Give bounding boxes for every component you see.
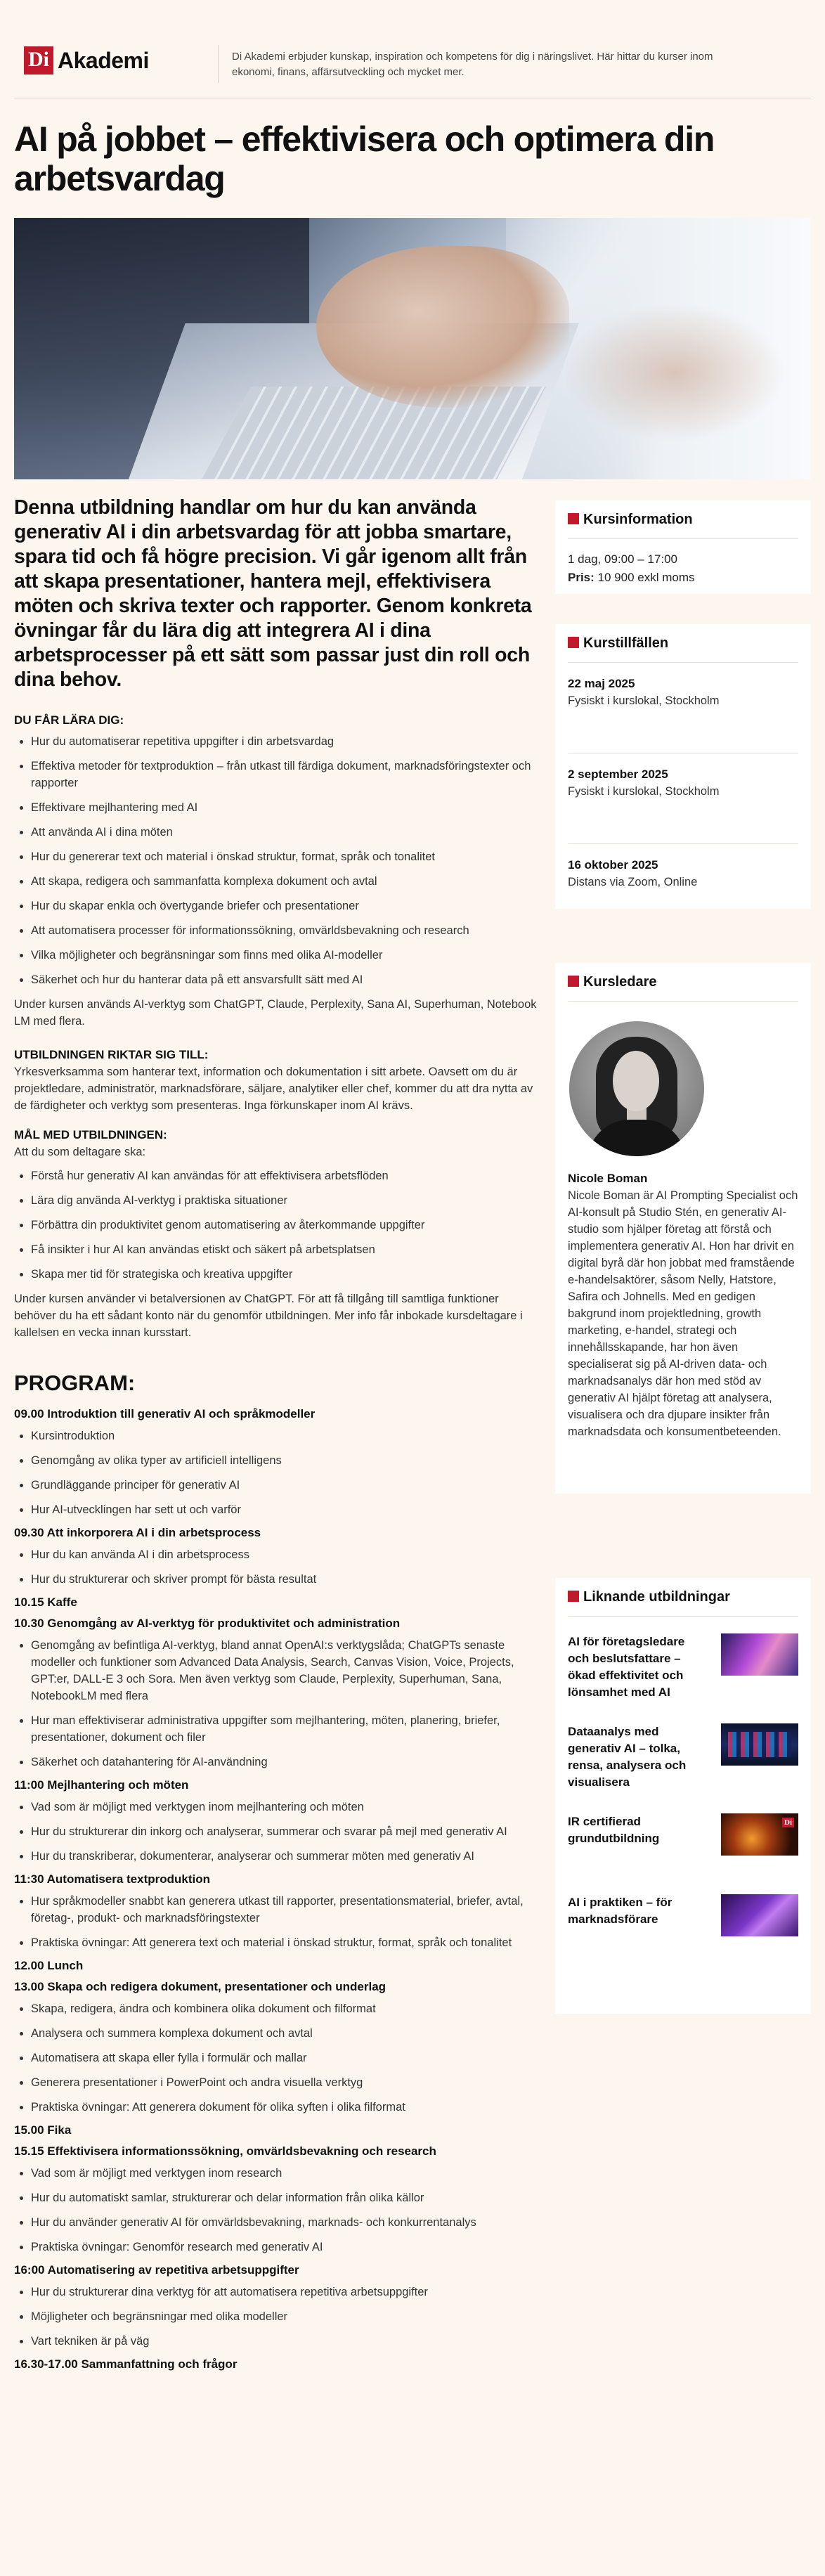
list-item: Vart tekniken är på väg [14, 2333, 541, 2350]
main-content [14, 496, 541, 2378]
list-item: Möjligheter och begränsningar med olika modeller [14, 2308, 541, 2325]
list-item: Att automatisera processer för informationssökning, omvärldsbevakning och research [14, 922, 541, 939]
list-item: Att skapa, redigera och sammanfatta komplexa dokument och avtal [14, 873, 541, 890]
audience-heading: UTBILDNINGEN RIKTAR SIG TILL: [14, 1048, 209, 1061]
program-slot-list [14, 1637, 541, 1771]
related-course-thumbnail [721, 1633, 798, 1676]
list-item: Hur du kan använda AI i din arbetsprocess [14, 1546, 541, 1563]
list-item: Praktiska övningar: Att generera dokument för olika syften i olika filformat [14, 2099, 541, 2116]
list-item: Hur du använder generativ AI för omvärldsbevakning, marknads- och konkurrentanalys [14, 2214, 541, 2231]
course-leader-heading: Kursledare [568, 973, 798, 991]
list-item: Skapa, redigera, ändra och kombinera olika dokument och filformat [14, 2000, 541, 2017]
course-price [568, 569, 798, 587]
list-item: Skapa mer tid för strategiska och kreativa uppgifter [14, 1266, 541, 1283]
learn-heading: DU FÅR LÄRA DIG: [14, 713, 124, 727]
list-item: Hur AI-utvecklingen har sett ut och varför [14, 1501, 541, 1518]
goals-list [14, 1167, 541, 1283]
list-item: Hur du genererar text och material i önskad struktur, format, språk och tonalitet [14, 848, 541, 865]
header-divider [218, 45, 219, 83]
course-date: 16 oktober 2025 [568, 858, 658, 872]
list-item: Hur du automatiserar repetitiva uppgifter i din arbetsvardag [14, 733, 541, 750]
list-item: Hur du skapar enkla och övertygande briefer och presentationer [14, 898, 541, 914]
list-item: Få insikter i hur AI kan användas etiskt och säkert på arbetsplatsen [14, 1241, 541, 1258]
list-item: Vilka möjligheter och begränsningar som finns med olika AI-modeller [14, 947, 541, 964]
program-slot-list [14, 1546, 541, 1588]
audience-paragraph: Yrkesverksamma som hanterar text, information och dokumentation i sitt arbete. Oavsett om du är projektledare, administratör, marknadsförare, säljare, analytiker eller chef, kommer du att dra nytta av de färdigheter och verktyg som presenteras. Inga förkunskaper inom AI krävs. [14, 1066, 533, 1112]
program-slot-title: 09.30 Att inkorporera AI i din arbetsprocess [14, 1526, 261, 1539]
course-dates-heading: Kurstillfällen [568, 634, 798, 652]
list-item: Lära dig använda AI-verktyg i praktiska situationer [14, 1192, 541, 1209]
goals-note: Under kursen använder vi betalversionen av ChatGPT. För att få tillgång till samtliga funktioner behöver du ha ett sådant konto när du genomför utbildningen. Mer info får inbokade kursdeltagare i kallelsen en vecka innan kursstart. [14, 1293, 523, 1339]
program-slot-title: 12.00 Lunch [14, 1959, 84, 1972]
course-schedule: 1 dag, 09:00 – 17:00 [568, 552, 677, 566]
program-slot-title: 11:00 Mejlhantering och möten [14, 1778, 189, 1792]
course-info-card [555, 500, 811, 594]
page-title: AI på jobbet – effektivisera och optimera din arbetsvardag [14, 119, 715, 198]
list-item: Att använda AI i dina möten [14, 824, 541, 841]
program-slot-title: 13.00 Skapa och redigera dokument, presentationer och underlag [14, 1980, 386, 1993]
tools-paragraph: Under kursen används AI-verktyg som ChatGPT, Claude, Perplexity, Sana AI, Superhuman, Notebook LM med flera. [14, 998, 537, 1028]
related-course-link[interactable] [568, 1806, 798, 1887]
related-course-link[interactable] [568, 1716, 798, 1806]
course-info-heading: Kursinformation [568, 510, 798, 529]
avatar [569, 1021, 704, 1156]
program-slot-list [14, 1428, 541, 1518]
price-value: 10 900 exkl moms [597, 571, 695, 584]
list-item: Förbättra din produktivitet genom automatisering av återkommande uppgifter [14, 1217, 541, 1234]
list-item: Effektivare mejlhantering med AI [14, 799, 541, 816]
list-item: Genomgång av olika typer av artificiell intelligens [14, 1452, 541, 1469]
related-heading: Liknande utbildningar [568, 1588, 798, 1606]
list-item: Automatisera att skapa eller fylla i formulär och mallar [14, 2050, 541, 2066]
divider [568, 1616, 798, 1617]
list-item: Kursintroduktion [14, 1428, 541, 1444]
list-item: Generera presentationer i PowerPoint och andra visuella verktyg [14, 2074, 541, 2091]
di-akademi-logo[interactable] [24, 46, 149, 75]
leader-bio: Nicole Boman är AI Prompting Specialist och AI-konsult på Studio Stén, en generativ AI-studio som hjälper företag att förstå och implementera generativ AI. Hon har drivit en digital byrå där hon jobbat med framstående e-handelsaktörer, såsom Nelly, Hatstore, Safira och Johnells. Med en gedigen bakgrund inom projektledning, growth marketing, e-handel, strategi och innehållsskapande, har hon även specialiserat sig på AI-driven data- och marknadsanalys där hon med stöd av generativ AI hjälpt företag att analysera, visualisera och dra djupare insikter från marknadsdata och konsumentbeteenden. [568, 1189, 798, 1438]
related-course-title: AI i praktiken – för marknadsförare [568, 1896, 673, 1926]
related-course-title: IR certifierad grundutbildning [568, 1815, 660, 1845]
list-item: Vad som är möjligt med verktygen inom research [14, 2165, 541, 2182]
hero-image [14, 218, 811, 479]
related-courses-card [555, 1578, 811, 2014]
list-item: Hur du strukturerar och skriver prompt för bästa resultat [14, 1571, 541, 1588]
program-slot-list [14, 2284, 541, 2350]
header-description: Di Akademi erbjuder kunskap, inspiration och kompetens för dig i näringslivet. Här hittar du kurser inom ekonomi, finans, affärsutveckling och mycket mer. [232, 51, 713, 78]
program-heading: PROGRAM: [14, 1371, 136, 1395]
program-schedule [14, 1407, 541, 2371]
list-item: Praktiska övningar: Att generera text och material i önskad struktur, format, språk och tonalitet [14, 1934, 541, 1951]
course-location: Distans via Zoom, Online [568, 876, 698, 888]
learn-list [14, 733, 541, 988]
program-slot-title: 15.00 Fika [14, 2123, 72, 2137]
program-slot-title: 16:00 Automatisering av repetitiva arbetsuppgifter [14, 2263, 299, 2277]
list-item: Hur språkmodeller snabbt kan generera utkast till rapporter, presentationsmaterial, briefer, avtal, företag-, produkt- och marknadsföringstexter [14, 1893, 541, 1927]
list-item: Säkerhet och datahantering för AI-användning [14, 1754, 541, 1771]
program-slot-list [14, 1893, 541, 1951]
course-dates-card [555, 624, 811, 909]
program-slot-title: 10.15 Kaffe [14, 1596, 77, 1609]
logo-wordmark: Akademi [58, 47, 149, 73]
related-course-link[interactable] [568, 1626, 798, 1716]
program-slot-list [14, 2000, 541, 2116]
list-item: Säkerhet och hur du hanterar data på ett ansvarsfullt sätt med AI [14, 971, 541, 988]
course-date-item[interactable] [568, 753, 798, 843]
program-slot-list [14, 1799, 541, 1865]
course-date-item[interactable] [568, 663, 798, 753]
divider [568, 1001, 798, 1002]
course-date: 2 september 2025 [568, 768, 668, 781]
di-badge: Di [782, 1818, 794, 1827]
list-item: Hur man effektiviserar administrativa uppgifter som mejlhantering, möten, planering, briefer, presentationer, dokument och filer [14, 1712, 541, 1746]
list-item: Vad som är möjligt med verktygen inom mejlhantering och möten [14, 1799, 541, 1816]
related-course-thumbnail [721, 1813, 798, 1856]
program-slot-list [14, 2165, 541, 2255]
goals-heading: MÅL MED UTBILDNINGEN: [14, 1128, 167, 1141]
price-label: Pris: [568, 571, 595, 584]
list-item: Praktiska övningar: Genomför research med generativ AI [14, 2239, 541, 2255]
logo-di-mark: Di [24, 46, 53, 75]
divider [568, 538, 798, 539]
lead-paragraph: Denna utbildning handlar om hur du kan använda generativ AI i din arbetsvardag för att jobba smartare, spara tid och få högre precision. Vi går igenom allt från att skapa presentationer, hantera mejl, effektivisera möten och skriva texter och rapporter. Genom konkreta övningar får du lära dig att integrera AI i dina arbetsprocesser på ett sätt som passar just din roll och dina behov. [14, 496, 532, 691]
course-date: 22 maj 2025 [568, 677, 635, 690]
program-slot-title: 09.00 Introduktion till generativ AI och språkmodeller [14, 1407, 316, 1420]
program-slot-title: 16.30-17.00 Sammanfattning och frågor [14, 2357, 238, 2371]
goals-intro: Att du som deltagare ska: [14, 1146, 146, 1158]
program-slot-title: 10.30 Genomgång av AI-verktyg för produktivitet och administration [14, 1617, 401, 1630]
leader-name: Nicole Boman [568, 1172, 648, 1185]
program-slot-title: 11:30 Automatisera textproduktion [14, 1872, 210, 1886]
list-item: Hur du strukturerar dina verktyg för att automatisera repetitiva arbetsuppgifter [14, 2284, 541, 2300]
course-date-item[interactable] [568, 844, 798, 934]
related-course-thumbnail [721, 1894, 798, 1936]
list-item: Grundläggande principer för generativ AI [14, 1477, 541, 1494]
list-item: Hur du automatiskt samlar, strukturerar och delar information från olika källor [14, 2189, 541, 2206]
related-course-link[interactable] [568, 1887, 798, 1977]
list-item: Hur du strukturerar din inkorg och analyserar, summerar och svarar på mejl med generativ AI [14, 1823, 541, 1840]
list-item: Genomgång av befintliga AI-verktyg, bland annat OpenAI:s verktygslåda; ChatGPTs senaste modeller och funktioner som Advanced Data Analysis, Search, Canvas Vision, Voice, Projects, GPT:er, DALL-E 3 och Sora. Men även verktyg som Claude, Perplexity, Superhuman, Sana, NotebookLM med flera [14, 1637, 541, 1704]
course-leader-card [555, 963, 811, 1494]
related-course-title: AI för företagsledare och beslutsfattare – ökad effektivitet och lönsamhet med AI [568, 1635, 685, 1699]
list-item: Förstå hur generativ AI kan användas för att effektivisera arbetsflöden [14, 1167, 541, 1184]
list-item: Effektiva metoder för textproduktion – från utkast till färdiga dokument, marknadsföringstexter och rapporter [14, 758, 541, 791]
related-course-title: Dataanalys med generativ AI – tolka, rensa, analysera och visualisera [568, 1725, 687, 1789]
list-item: Hur du transkriberar, dokumenterar, analyserar och summerar möten med generativ AI [14, 1848, 541, 1865]
related-course-thumbnail [721, 1723, 798, 1766]
program-slot-title: 15.15 Effektivisera informationssökning, omvärldsbevakning och research [14, 2144, 436, 2158]
site-header [14, 28, 811, 98]
course-location: Fysiskt i kurslokal, Stockholm [568, 785, 720, 798]
list-item: Analysera och summera komplexa dokument och avtal [14, 2025, 541, 2042]
course-location: Fysiskt i kurslokal, Stockholm [568, 694, 720, 707]
